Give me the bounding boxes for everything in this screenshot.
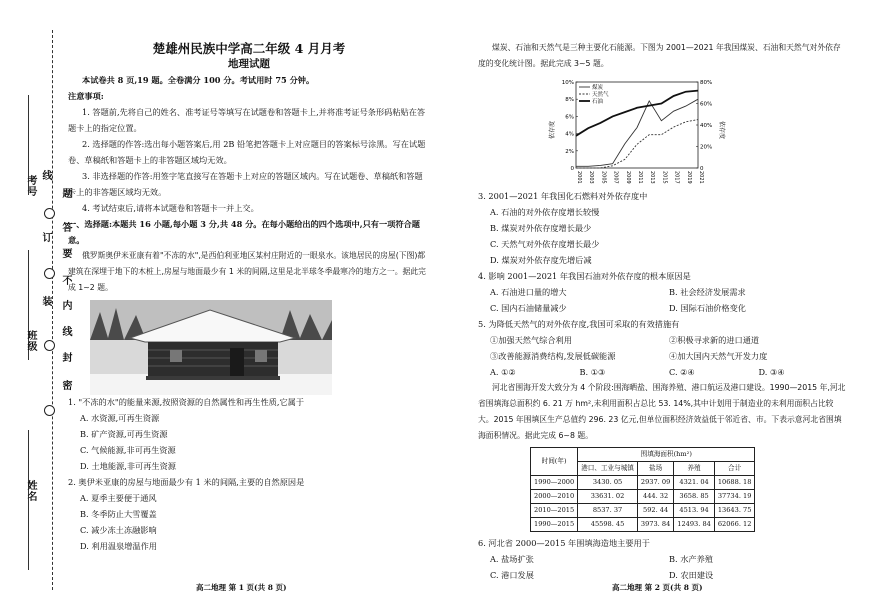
q3-option-b: B. 煤炭对外依存度增长最少 — [490, 223, 592, 233]
seal-word-6: 线 — [60, 326, 71, 337]
table-header-aquaculture: 养殖 — [674, 462, 715, 476]
passage-2: 煤炭、石油和天然气是三种主要化石能源。下图为 2001—2021 年我国煤炭、石油和天然气对外依存度的变化统计图。据此完成 3~5 题。 — [478, 43, 841, 68]
y-left-tick-label: 6% — [565, 114, 574, 121]
table-cell: 2000—2010 — [531, 490, 578, 504]
table-header-period: 时间(年) — [531, 448, 578, 476]
question-6: 6. 河北省 2000—2015 年围填海造地主要用于 — [478, 538, 650, 548]
table-cell: 33631. 02 — [578, 490, 638, 504]
cut-word-ding: 订 — [40, 232, 51, 243]
binding-hole-1 — [44, 208, 55, 219]
y-right-tick-label: 20% — [700, 144, 713, 151]
notice-1: 1. 答题前,先将自己的姓名、准考证号等填写在试题卷和答题卡上,并将准考证号条形码粘贴在答题卡上的指定位置。 — [68, 107, 426, 133]
seal-word-5: 内 — [60, 300, 71, 311]
table-cell: 1990—2015 — [531, 518, 578, 532]
y-right-tick-label: 60% — [700, 101, 713, 108]
q1-option-d: D. 土地能源,非可再生资源 — [80, 461, 176, 471]
notice-3: 3. 非选择题的作答:用签字笔直接写在答题卡上对应的答题区域内。写在试题卷、草稿纸和答题卡上的非答题区域均无效。 — [68, 171, 423, 197]
x-tick-label: 2017 — [673, 171, 680, 184]
seal-line — [52, 30, 53, 590]
notice-heading: 注意事项: — [68, 91, 104, 101]
legend-label-0: 煤炭 — [592, 85, 604, 91]
exam-no-label: 考号 — [25, 175, 36, 197]
table-row — [531, 504, 755, 518]
class-label: 班级 — [25, 330, 36, 352]
question-4: 4. 影响 2001—2021 年我国石油对外依存度的根本原因是 — [478, 271, 691, 281]
q4-options-row-2 — [478, 300, 848, 316]
seal-word-4: 不 — [60, 275, 71, 286]
exam-info: 本试卷共 8 页,19 题。全卷满分 100 分。考试用时 75 分钟。 — [82, 75, 315, 85]
exam-title: 楚雄州民族中学高二年级 4 月月考 — [152, 41, 346, 56]
seal-word-8: 密 — [60, 380, 71, 391]
q3-option-d: D. 煤炭对外依存度先增后减 — [490, 255, 592, 265]
table-cell: 2010—2015 — [531, 504, 578, 518]
y-right-tick-label: 80% — [700, 80, 713, 86]
q4-option-a: A. 石油进口量的增大 — [490, 287, 567, 297]
y-left-tick-label: 4% — [565, 131, 574, 138]
question-2: 2. 奥伊米亚康的房屋与地面最少有 1 米的间隔,主要的自然原因是 — [68, 477, 305, 487]
q5-item-1: ①加强天然气综合利用 — [490, 335, 572, 345]
seal-word-7: 封 — [60, 352, 71, 363]
table-cell: 62066. 12 — [714, 518, 755, 532]
table-header-salt: 盐场 — [637, 462, 673, 476]
table-cell: 3430. 05 — [578, 476, 638, 490]
q5-option-b: B. ①③ — [579, 367, 606, 377]
log-house-photo — [90, 300, 332, 395]
table-cell: 8537. 37 — [578, 504, 638, 518]
x-tick-label: 2001 — [576, 171, 582, 184]
table-header-total: 合计 — [714, 462, 755, 476]
y-axis-right-label: 依存度 — [718, 120, 725, 140]
q4-option-b: B. 社会经济发展需求 — [669, 287, 746, 297]
table-row — [531, 476, 755, 490]
x-tick-label: 2003 — [588, 171, 595, 184]
q3-option-a: A. 石油的对外依存度增长较慢 — [490, 207, 600, 217]
y-left-tick-label: 0 — [570, 166, 574, 172]
q4-options-row-1 — [478, 284, 848, 300]
q5-options-row — [478, 364, 848, 380]
table-header-group: 围填海面积(hm²) — [578, 448, 755, 462]
cut-word-zhuang: 装 — [40, 296, 51, 307]
question-3: 3. 2001—2021 年我国化石燃料对外依存度中 — [478, 191, 648, 201]
binding-hole-2 — [44, 268, 55, 279]
q5-option-a: A. ①② — [490, 367, 516, 377]
legend-label-1: 天然气 — [592, 92, 609, 98]
x-tick-label: 2009 — [624, 171, 631, 184]
x-tick-label: 2011 — [637, 171, 643, 184]
y-left-tick-label: 2% — [565, 148, 574, 155]
page-2-footer: 高二地理 第 2 页(共 8 页) — [612, 583, 703, 592]
notice-2: 2. 选择题的作答:选出每小题答案后,用 2B 铅笔把答题卡上对应题目的答案标号涂黑。写在试题卷、草稿纸和答题卡上的非答题区域均无效。 — [68, 139, 426, 165]
y-left-tick-label: 8% — [565, 97, 574, 104]
table-cell: 1990—2000 — [531, 476, 578, 490]
dependency-chart — [548, 78, 726, 190]
table-cell: 592. 44 — [637, 504, 673, 518]
q5-item-3: ③改善能源消费结构,发展低碳能源 — [490, 351, 616, 361]
x-tick-label: 2007 — [612, 171, 619, 184]
table-cell: 3973. 84 — [637, 518, 673, 532]
table-cell: 13643. 75 — [714, 504, 755, 518]
table-cell: 444. 32 — [637, 490, 673, 504]
q2-option-b: B. 冬季防止大雪覆盖 — [80, 509, 157, 519]
y-right-tick-label: 0 — [700, 166, 704, 172]
q2-option-d: D. 利用温泉增温作用 — [80, 541, 157, 551]
q6-options-row-2 — [478, 567, 848, 583]
q1-option-b: B. 矿产资源,可再生资源 — [80, 429, 168, 439]
table-cell: 45598. 45 — [578, 518, 638, 532]
q1-option-a: A. 水资源,可再生资源 — [80, 413, 160, 423]
binding-hole-4 — [44, 405, 55, 416]
q5-items-row-2 — [478, 348, 848, 364]
y-left-tick-label: 10% — [561, 80, 574, 86]
binding-margin — [0, 0, 71, 603]
q4-option-c: C. 国内石油储量减少 — [490, 303, 567, 313]
page-1 — [68, 40, 430, 554]
table-cell: 3658. 85 — [674, 490, 715, 504]
seal-word-1: 题 — [60, 188, 71, 199]
q5-item-2: ②积极寻求新的进口通道 — [669, 335, 760, 345]
exam-subtitle: 地理试题 — [228, 58, 270, 70]
reclamation-table — [530, 447, 755, 532]
table-cell: 4321. 04 — [674, 476, 715, 490]
section-heading: 一、选择题:本题共 16 小题,每小题 3 分,共 48 分。在每小题给出的四个选项中,只有一项符合题意。 — [68, 219, 420, 245]
x-tick-label: 2005 — [600, 171, 607, 184]
q5-option-c: C. ②④ — [669, 367, 695, 377]
q5-item-4: ④加大国内天然气开发力度 — [669, 351, 768, 361]
y-right-tick-label: 40% — [700, 123, 713, 129]
binding-hole-3 — [44, 340, 55, 351]
q5-option-d: D. ③④ — [758, 367, 785, 377]
passage-1: 俄罗斯奥伊米亚康有着"不冻的水",是西伯利亚地区某村庄附近的一眼泉水。该地居民的房屋(下图)都建筑在深埋于地下的木桩上,房屋与地面最少有 1 米的间隔,这里是北半球冬季最寒冷的地方之一。据此完成 1~2 题。 — [68, 251, 426, 292]
table-row — [531, 518, 755, 532]
x-tick-label: 2021 — [698, 171, 704, 184]
q6-options-row-1 — [478, 551, 848, 567]
x-tick-label: 2013 — [649, 171, 656, 184]
q6-option-c: C. 港口发展 — [490, 570, 534, 580]
seal-word-2: 答 — [60, 222, 71, 233]
series-line-0 — [576, 99, 698, 166]
legend-label-2: 石油 — [592, 99, 604, 105]
page-1-footer: 高二地理 第 1 页(共 8 页) — [196, 583, 287, 592]
table-cell: 37734. 19 — [714, 490, 755, 504]
q4-option-d: D. 国际石油价格变化 — [669, 303, 746, 313]
cut-word-line-top: 线 — [40, 170, 51, 181]
q2-option-a: A. 夏季主要便于通风 — [80, 493, 157, 503]
table-cell: 10688. 18 — [714, 476, 755, 490]
passage-3: 河北省围海开发大致分为 4 个阶段:围海晒盐、围海养殖、港口航运及港口建设。1990—2015 年,河北省围填海总面积约 6. 21 万 hm²,未利用面积占总比 53. 14%,其中计划用于制造业的未利用面积占比较大。2015 年围填区生产总值约 296. 23 亿元,但单位面积经济效益低于邻近省、市。下表示意河北省围填海面积情况。据此完成 6~8 题。 — [478, 383, 846, 440]
name-label: 姓名 — [25, 480, 36, 502]
table-header-row-1 — [531, 448, 755, 462]
q1-option-c: C. 气候能源,非可再生资源 — [80, 445, 176, 455]
q6-option-a: A. 盐场扩张 — [490, 554, 534, 564]
q2-option-c: C. 减少冻土冻融影响 — [80, 525, 157, 535]
q3-option-c: C. 天然气对外依存度增长最少 — [490, 239, 600, 249]
q5-items-row-1 — [478, 332, 848, 348]
table-row — [531, 490, 755, 504]
seal-word-3: 要 — [60, 248, 71, 259]
question-5: 5. 为降低天然气的对外依存度,我国可采取的有效措施有 — [478, 319, 680, 329]
x-tick-label: 2015 — [661, 171, 668, 184]
y-axis-left-label: 依存度 — [549, 120, 556, 140]
table-cell: 4513. 94 — [674, 504, 715, 518]
x-tick-label: 2019 — [685, 171, 692, 184]
table-header-port: 港口、工业与城镇 — [578, 462, 638, 476]
table-cell: 12493. 84 — [674, 518, 715, 532]
q6-option-d: D. 农田建设 — [669, 570, 714, 580]
table-cell: 2937. 09 — [637, 476, 673, 490]
notice-4: 4. 考试结束后,请将本试题卷和答题卡一并上交。 — [82, 203, 259, 213]
question-1: 1. "不冻的水"的能量来源,按照资源的自然属性和再生性质,它属于 — [68, 397, 305, 407]
q6-option-b: B. 水产养殖 — [669, 554, 713, 564]
